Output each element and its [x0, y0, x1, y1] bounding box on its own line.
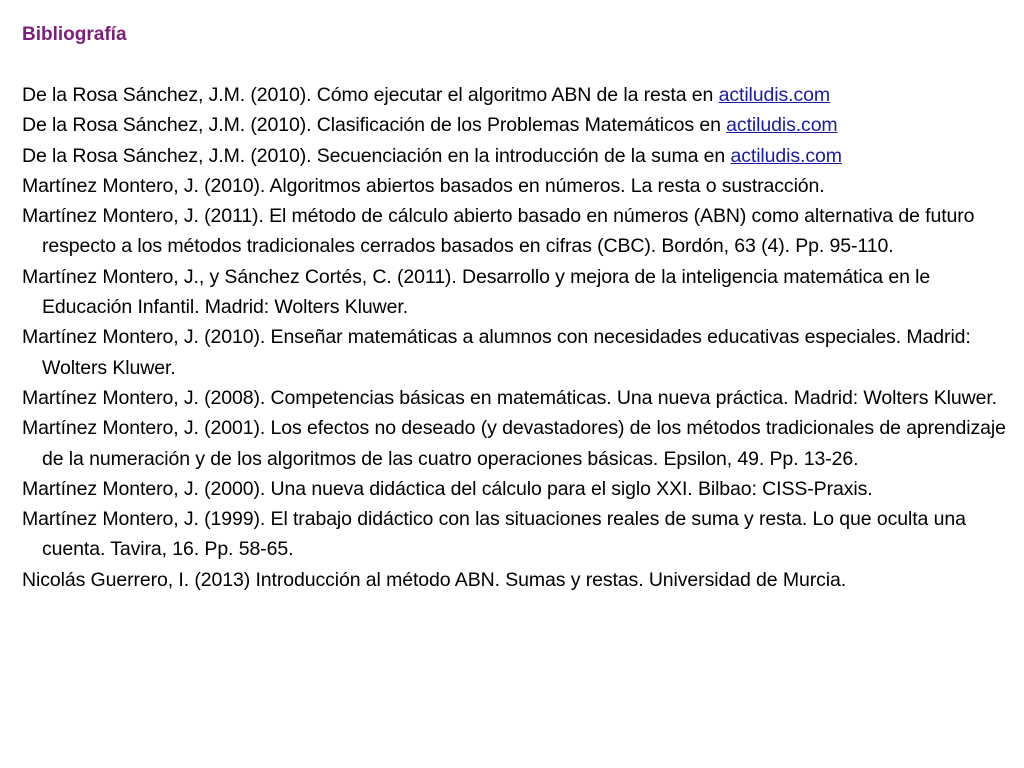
reference-item	[22, 171, 1012, 201]
reference-text: Martínez Montero, J. (2011). El método de cálculo abierto basado en números (ABN) como alternativa de futuro respecto a los métodos tradicionales cerrados basados en cifras (CBC). Bordón, 63 (4). Pp. 95-110.	[22, 205, 975, 258]
spacer	[22, 50, 1012, 80]
reference-item	[22, 322, 1012, 383]
reference-text: Martínez Montero, J. (2000). Una nueva didáctica del cálculo para el siglo XXI. Bilbao: CISS-Praxis.	[22, 477, 873, 500]
reference-item	[22, 504, 1012, 565]
reference-item	[22, 80, 1012, 110]
slide	[22, 20, 1012, 595]
reference-item	[22, 565, 1012, 595]
reference-item	[22, 383, 1012, 413]
reference-text: Martínez Montero, J. (2008). Competencias básicas en matemáticas. Una nueva práctica. Madrid: Wolters Kluwer.	[22, 386, 998, 409]
reference-item	[22, 201, 1012, 262]
reference-text: Martínez Montero, J. (1999). El trabajo didáctico con las situaciones reales de suma y resta. Lo que oculta una cuenta. Tavira, 16. Pp. 58-65.	[22, 508, 966, 561]
reference-item	[22, 474, 1012, 504]
page-title: Bibliografía	[22, 24, 127, 45]
reference-list	[22, 80, 1012, 595]
reference-text: Martínez Montero, J. (2001). Los efectos no deseado (y devastadores) de los métodos tradicionales de aprendizaje de la numeración y de los algoritmos de las cuatro operaciones básicas. Epsilon, 49. Pp. 13-26.	[22, 417, 1006, 470]
reference-item	[22, 262, 1012, 323]
reference-text: Martínez Montero, J., y Sánchez Cortés, C. (2011). Desarrollo y mejora de la inteligencia matemática en le Educación Infantil. Madrid: Wolters Kluwer.	[22, 265, 931, 319]
reference-text: De la Rosa Sánchez, J.M. (2010). Cómo ejecutar el algoritmo ABN de la resta en	[22, 84, 719, 106]
reference-link[interactable]: actiludis.com	[726, 114, 838, 137]
reference-text: De la Rosa Sánchez, J.M. (2010). Clasificación de los Problemas Matemáticos en	[22, 114, 727, 137]
reference-text: Martínez Montero, J. (2010). Algoritmos abiertos basados en números. La resta o sustracción.	[22, 174, 825, 197]
reference-text: Nicolás Guerrero, I. (2013) Introducción al método ABN. Sumas y restas. Universidad de Murcia.	[22, 568, 847, 591]
reference-link[interactable]: actiludis.com	[718, 84, 831, 106]
reference-text: De la Rosa Sánchez, J.M. (2010). Secuenciación en la introducción de la suma en	[22, 144, 731, 167]
reference-item	[22, 413, 1012, 474]
reference-item	[22, 141, 1012, 171]
reference-item	[22, 110, 1012, 140]
reference-link[interactable]: actiludis.com	[730, 144, 842, 167]
reference-text: Martínez Montero, J. (2010). Enseñar matemáticas a alumnos con necesidades educativas especiales. Madrid: Wolters Kluwer.	[22, 326, 971, 379]
